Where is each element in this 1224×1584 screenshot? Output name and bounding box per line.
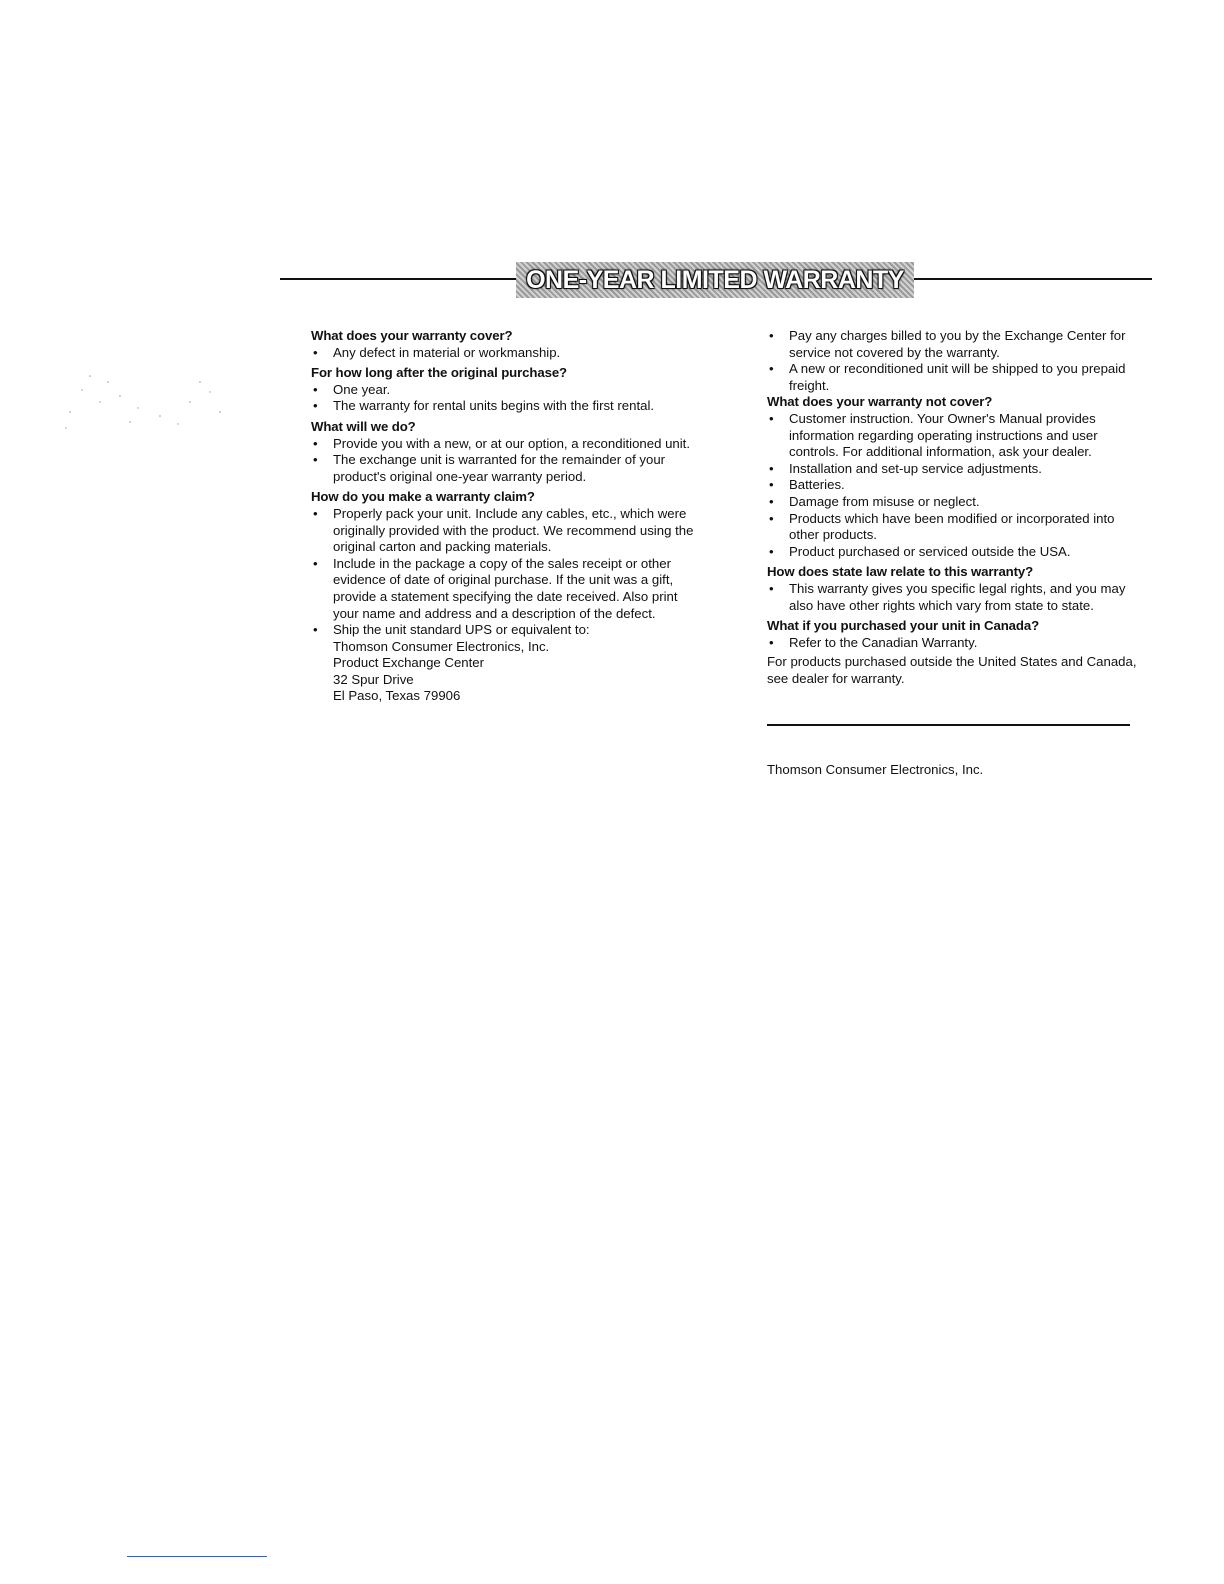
question-heading: What does your warranty cover?	[311, 328, 513, 343]
list-item: • Include in the package a copy of the sales receipt or other evidence of date of original purchase. If the unit was a gift, provide a statement specifying the date received. Also print your name and address and a description of the defect.	[311, 556, 696, 622]
bullet-list	[311, 382, 696, 415]
list-item: • The warranty for rental units begins with the first rental.	[311, 398, 696, 415]
list-item: • Pay any charges billed to you by the Exchange Center for service not covered by the warranty.	[767, 328, 1147, 361]
bullet-list	[767, 411, 1147, 560]
bullet-list	[767, 328, 1147, 394]
header-rule-right	[914, 278, 1152, 280]
exchange-address	[311, 639, 696, 705]
address-line: El Paso, Texas 79906	[333, 688, 461, 704]
left-column	[311, 328, 696, 705]
list-item: • The exchange unit is warranted for the remainder of your product's original one-year warranty period.	[311, 452, 696, 485]
list-item: • Any defect in material or workmanship.	[311, 345, 696, 362]
question-heading: How do you make a warranty claim?	[311, 489, 535, 505]
question-heading: How does state law relate to this warranty?	[767, 564, 1034, 580]
footer-underline	[127, 1556, 267, 1557]
list-item: • Product purchased or serviced outside the USA.	[767, 544, 1147, 561]
list-item: • Damage from misuse or neglect.	[767, 494, 1147, 511]
list-item: • Properly pack your unit. Include any cables, etc., which were originally provided with the product. We recommend using the original carton and packing materials.	[311, 506, 696, 556]
signature-rule	[767, 724, 1130, 726]
title-banner	[516, 262, 914, 298]
list-item: • This warranty gives you specific legal rights, and you may also have other rights which vary from state to state.	[767, 581, 1147, 614]
list-item: • Customer instruction. Your Owner's Manual provides information regarding operating instructions and user controls. For additional information, ask your dealer.	[767, 411, 1147, 461]
closing-note: For products purchased outside the United States and Canada, see dealer for warranty.	[767, 654, 1137, 686]
question-heading: What if you purchased your unit in Canada?	[767, 618, 1040, 634]
list-item: • Refer to the Canadian Warranty.	[767, 635, 1147, 652]
bullet-list	[311, 345, 696, 362]
header-rule-left	[280, 278, 516, 280]
list-item: • One year.	[311, 382, 696, 399]
bullet-list	[311, 506, 696, 639]
list-item: • A new or reconditioned unit will be shipped to you prepaid freight.	[767, 361, 1147, 394]
list-item: • Products which have been modified or incorporated into other products.	[767, 511, 1147, 544]
bullet-list	[767, 581, 1147, 614]
page-title: ONE-YEAR LIMITED WARRANTY	[526, 265, 904, 294]
bullet-list	[311, 436, 696, 486]
company-signature: Thomson Consumer Electronics, Inc.	[767, 762, 984, 777]
address-line: 32 Spur Drive	[333, 671, 414, 687]
right-column	[767, 328, 1147, 687]
bullet-list	[767, 635, 1147, 652]
list-item: • Provide you with a new, or at our option, a reconditioned unit.	[311, 436, 696, 453]
question-heading: What does your warranty not cover?	[767, 394, 993, 410]
question-heading: For how long after the original purchase?	[311, 365, 568, 381]
address-line: Thomson Consumer Electronics, Inc.	[333, 638, 550, 654]
list-item: • Batteries.	[767, 477, 1147, 494]
question-heading: What will we do?	[311, 418, 416, 434]
list-item: • Installation and set-up service adjustments.	[767, 461, 1147, 478]
list-item: • Ship the unit standard UPS or equivalent to:	[311, 622, 696, 639]
scan-specks	[60, 372, 230, 432]
address-line: Product Exchange Center	[333, 655, 485, 671]
